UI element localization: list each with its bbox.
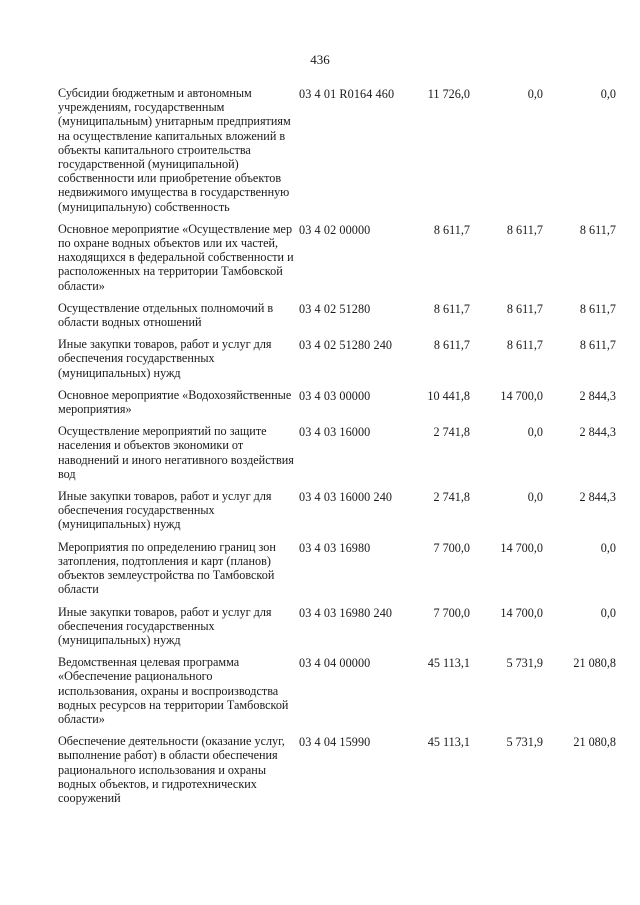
row-description: Осуществление мероприятий по защите населения и объектов экономики от наводнений и иного негативного воздействия вод (58, 424, 294, 481)
row-value-3: 8 611,7 (579, 301, 616, 316)
row-description: Иные закупки товаров, работ и услуг для обеспечения государственных (муниципальных) нужд (58, 489, 272, 532)
table-row (58, 388, 618, 416)
row-value-3: 0,0 (600, 540, 616, 555)
table-row (58, 222, 618, 293)
row-value-3: 8 611,7 (579, 338, 616, 353)
row-value-1: 45 113,1 (427, 656, 470, 671)
table-row (58, 655, 618, 726)
row-description: Мероприятия по определению границ зон затопления, подтопления и карт (планов) объектов землеустройства по Тамбовской области (58, 539, 276, 597)
row-code: 03 4 02 00000 (299, 222, 371, 237)
row-description: Субсидии бюджетным и автономным учреждениям, государственным (муниципальным) унитарным предприятиям на осуществление капитальных вложений в объекты капитального строительства государственной (муниципальной) собственности или приобретение объектов недвижимого имущества в государственную (муниципальную) собственность (58, 86, 291, 214)
row-description: Обеспечение деятельности (оказание услуг, выполнение работ) в области обеспечения рационального использования и охраны водных объектов, и гидротехнических сооружений (58, 734, 285, 805)
row-value-2: 5 731,9 (506, 735, 543, 750)
row-value-3: 0,0 (600, 605, 616, 620)
row-code: 03 4 03 00000 (299, 388, 371, 403)
row-code: 03 4 03 16980 240 (299, 605, 393, 620)
row-value-3: 8 611,7 (579, 222, 616, 237)
row-value-2: 0,0 (527, 490, 543, 505)
row-value-2: 14 700,0 (500, 605, 543, 620)
row-code: 03 4 03 16980 (299, 540, 371, 555)
row-value-2: 8 611,7 (506, 301, 543, 316)
row-description: Ведомственная целевая программа «Обеспечение рационального использования, охраны и воспроизводства водных ресурсов на территории Тамбовской области» (58, 655, 289, 726)
row-description: Осуществление отдельных полномочий в области водных отношений (58, 300, 274, 330)
row-value-2: 0,0 (527, 425, 543, 440)
row-code: 03 4 01 R0164 460 (299, 87, 395, 101)
table-row (58, 734, 618, 805)
row-value-2: 0,0 (527, 87, 543, 101)
row-value-1: 8 611,7 (433, 222, 470, 237)
row-value-2: 14 700,0 (500, 388, 543, 403)
row-code: 03 4 03 16000 (299, 425, 371, 440)
table-row (58, 337, 618, 380)
row-description: Основное мероприятие «Осуществление мер по охране водных объектов или их частей, находящихся в федеральной собственности и расположенных на территории Тамбовской области» (58, 221, 294, 293)
table-row (58, 301, 618, 329)
table-row (58, 86, 618, 214)
row-value-2: 8 611,7 (506, 222, 543, 237)
budget-table (58, 86, 618, 805)
row-value-2: 8 611,7 (506, 338, 543, 353)
row-value-1: 11 726,0 (427, 87, 470, 101)
row-value-2: 14 700,0 (500, 540, 543, 555)
row-value-3: 2 844,3 (579, 490, 616, 505)
row-code: 03 4 02 51280 (299, 301, 371, 316)
row-value-3: 21 080,8 (573, 735, 616, 750)
row-code: 03 4 03 16000 240 (299, 490, 393, 505)
row-value-1: 7 700,0 (433, 540, 470, 555)
row-value-1: 45 113,1 (427, 735, 470, 750)
table-row (58, 424, 618, 481)
row-value-1: 8 611,7 (433, 301, 470, 316)
row-code: 03 4 04 15990 (299, 735, 371, 750)
page-number: 436 (310, 52, 330, 67)
row-value-3: 2 844,3 (579, 388, 616, 403)
row-value-1: 10 441,8 (427, 388, 470, 403)
row-description: Основное мероприятие «Водохозяйственные мероприятия» (58, 387, 292, 417)
row-value-3: 0,0 (600, 87, 616, 101)
row-description: Иные закупки товаров, работ и услуг для обеспечения государственных (муниципальных) нужд (58, 337, 272, 380)
row-code: 03 4 02 51280 240 (299, 338, 393, 353)
row-value-1: 8 611,7 (433, 338, 470, 353)
row-code: 03 4 04 00000 (299, 656, 371, 671)
table-row (58, 540, 618, 597)
row-value-3: 2 844,3 (579, 425, 616, 440)
row-value-1: 2 741,8 (433, 490, 470, 505)
row-value-1: 7 700,0 (433, 605, 470, 620)
row-value-2: 5 731,9 (506, 656, 543, 671)
row-value-3: 21 080,8 (573, 656, 616, 671)
table-row (58, 605, 618, 648)
row-value-1: 2 741,8 (433, 425, 470, 440)
table-row (58, 489, 618, 532)
row-description: Иные закупки товаров, работ и услуг для обеспечения государственных (муниципальных) нужд (58, 604, 272, 647)
